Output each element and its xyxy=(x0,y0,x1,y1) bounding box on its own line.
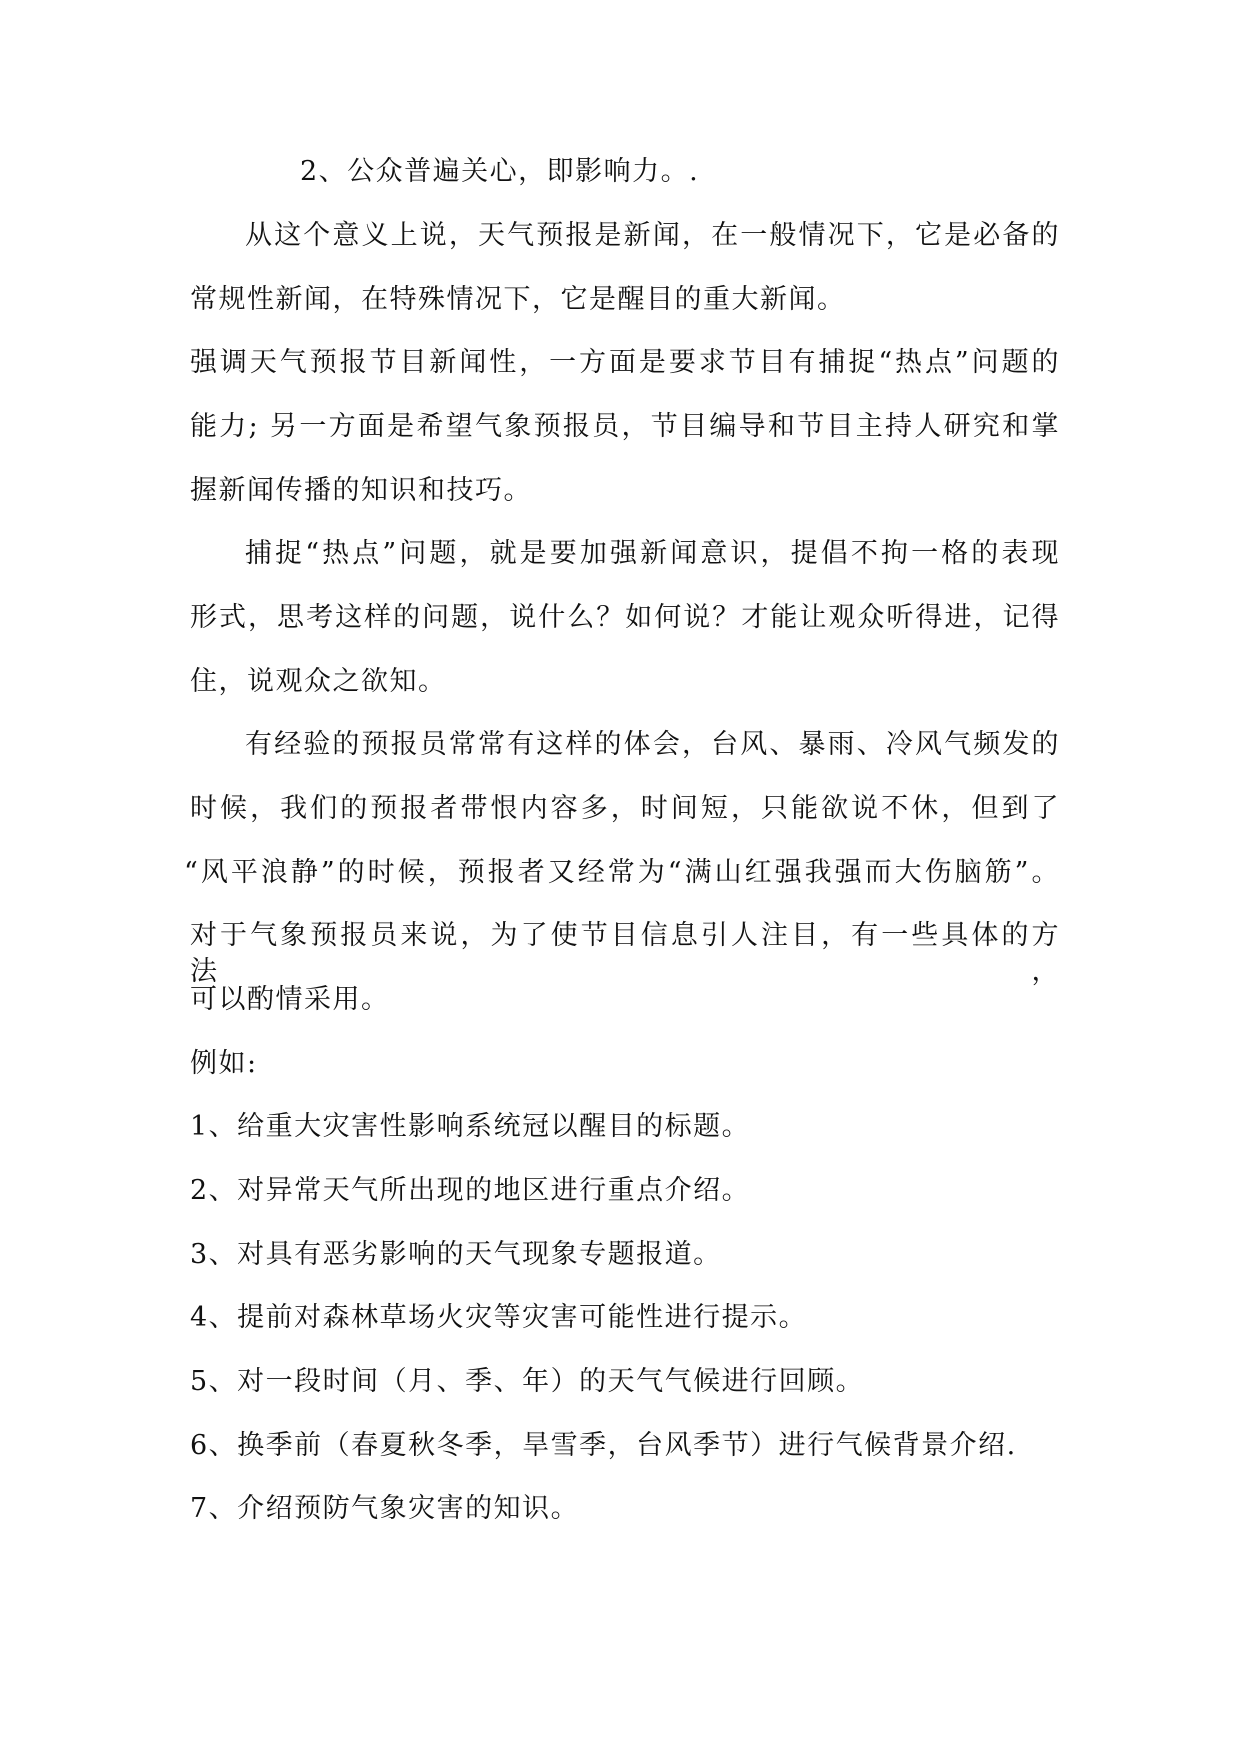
paragraph-experience-line-1: 有经验的预报员常常有这样的体会，台风、暴雨、冷风气频发的 xyxy=(245,729,1060,760)
paragraph-experience-line-5: 可以酌情采用。 xyxy=(190,984,390,1015)
list-item-7: 7、介绍预防气象灾害的知识。 xyxy=(190,1493,580,1524)
list-item-5: 5、对一段时间（月、季、年）的天气气候进行回顾。 xyxy=(190,1366,865,1397)
paragraph-hotspot-line-1: 捕捉“热点”问题，就是要加强新闻意识，提倡不拘一格的表现 xyxy=(245,538,1060,569)
paragraph-experience-line-3: “风平浪静”的时候，预报者又经常为“满山红强我强而大伤脑筋”。 xyxy=(184,857,1060,888)
paragraph-emphasis-line-3: 握新闻传播的知识和技巧。 xyxy=(190,475,532,506)
list-intro: 例如: xyxy=(190,1048,258,1079)
paragraph-news-line-2: 常规性新闻，在特殊情况下，它是醒目的重大新闻。 xyxy=(190,284,846,315)
list-item-6: 6、换季前（春夏秋冬季，旱雪季，台风季节）进行气候背景介绍. xyxy=(190,1430,1017,1461)
list-item-3: 3、对具有恶劣影响的天气现象专题报道。 xyxy=(190,1239,722,1270)
paragraph-item-2-heading: 2、公众普遍关心，即影响力。. xyxy=(300,156,700,187)
list-item-1: 1、给重大灾害性影响系统冠以醒目的标题。 xyxy=(190,1111,751,1142)
paragraph-hotspot-line-2: 形式，思考这样的问题，说什么？如何说？才能让观众听得进，记得 xyxy=(190,602,1060,633)
paragraph-emphasis-line-2: 能力; 另一方面是希望气象预报员，节目编导和节目主持人研究和掌 xyxy=(190,411,1060,442)
paragraph-experience-line-2: 时候，我们的预报者带恨内容多，时间短，只能欲说不休，但到了 xyxy=(190,793,1060,824)
paragraph-experience-line-4: 对于气象预报员来说，为了使节目信息引人注目，有一些具体的方法， xyxy=(190,920,1060,987)
list-item-2: 2、对异常天气所出现的地区进行重点介绍。 xyxy=(190,1175,751,1206)
paragraph-hotspot-line-3: 住，说观众之欲知。 xyxy=(190,666,447,697)
paragraph-emphasis-line-1: 强调天气预报节目新闻性，一方面是要求节目有捕捉“热点”问题的 xyxy=(190,347,1060,378)
paragraph-news-line-1: 从这个意义上说，天气预报是新闻，在一般情况下，它是必备的 xyxy=(245,220,1060,251)
list-item-4: 4、提前对森林草场火灾等灾害可能性进行提示。 xyxy=(190,1302,808,1333)
